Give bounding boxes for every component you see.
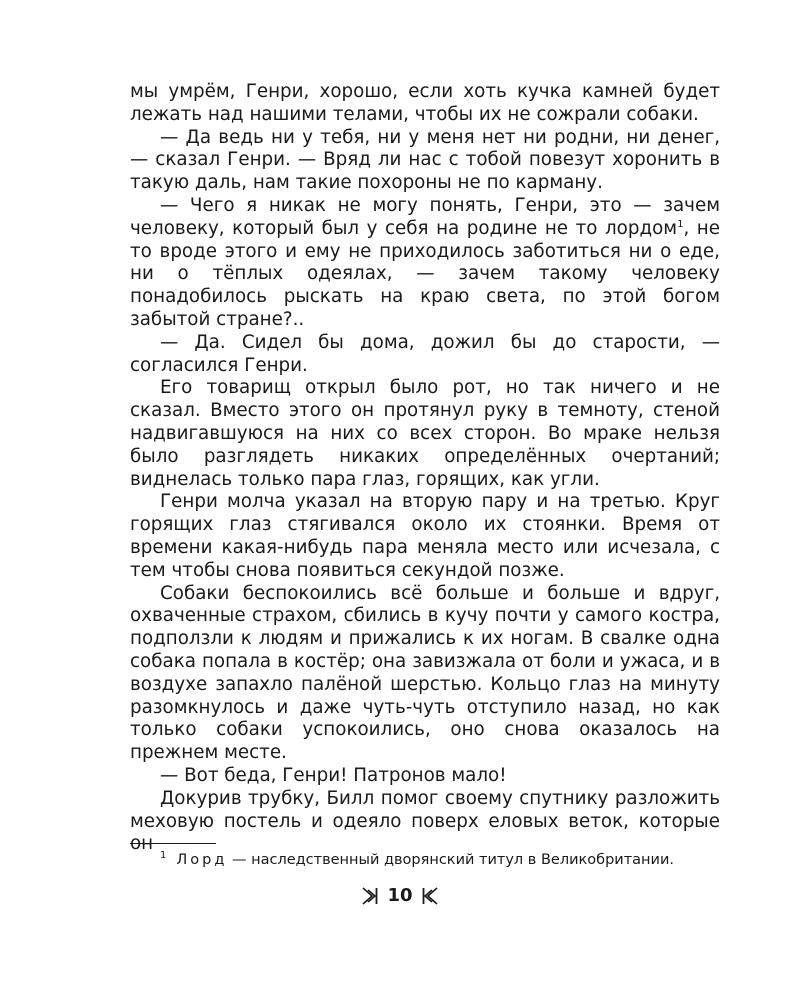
paragraph: Генри молча указал на вторую пару и на третью. Круг горящих глаз стягивался около их стоянки. Время от времени какая-нибудь пара меняла место или исчезала, с тем чтобы снова появиться секундой позже. <box>130 491 720 581</box>
footnote-term: Лорд <box>176 852 228 868</box>
paragraph: — Вот беда, Генри! Патронов мало! <box>160 764 507 786</box>
paragraph-text-before-footnote: — Чего я никак не могу понять, Генри, это — зачем человеку, который был у себя на родине не то лордом <box>130 194 720 239</box>
footnote-reference: 1 <box>677 218 684 230</box>
paragraph: — Да. Сидел бы дома, дожил бы до старости, — согласился Генри. <box>130 331 720 376</box>
body-text <box>130 81 720 856</box>
paragraph <box>130 195 720 332</box>
right-ornament-icon <box>421 886 439 906</box>
paragraph: Докурив трубку, Билл помог своему спутнику разложить меховую постель и одеяло поверх еловых веток, которые он <box>130 787 720 855</box>
footnote-definition: — наследственный дворянский титул в Великобритании. <box>232 852 674 868</box>
paragraph: Собаки беспокоились всё больше и больше и вдруг, охваченные страхом, сбились в кучу почти у самого костра, подползли к людям и прижались к их ногам. В свалке одна собака попала в костёр; она завизжала от боли и ужаса, и в воздухе запахло палёной шерстью. Кольцо глаз на минуту разомкнулось и даже чуть-чуть отступило назад, но как только собаки успокоились, оно снова оказалось на прежнем месте. <box>130 582 720 764</box>
footnote <box>160 851 740 869</box>
paragraph: — Да ведь ни у тебя, ни у меня нет ни родни, ни денег, — сказал Генри. — Вряд ли нас с тобой повезут хоронить в такую даль, нам такие похороны не по карману. <box>130 126 720 194</box>
left-ornament-icon <box>361 886 379 906</box>
paragraph-text-after-footnote: , не то вроде этого и ему не приходилось заботиться ни о еде, ни о тёплых одеялах, — зачем такому человеку понадобилось рыскать на краю света, по этой богом забытой стране?.. <box>130 217 720 330</box>
footnote-separator <box>130 843 216 844</box>
paragraph: мы умрём, Генри, хорошо, если хоть кучка камней будет лежать над нашими телами, чтобы их не сожрали собаки. <box>130 81 720 125</box>
page-number: 10 <box>387 885 413 906</box>
page-folio <box>0 884 800 908</box>
paragraph: Его товарищ открыл было рот, но так ничего и не сказал. Вместо этого он протянул руку в темноту, стеной надвигавшуюся на них со всех сторон. Во мраке нельзя было разглядеть никаких определённых очертаний; виднелась только пара глаз, горящих, как угли. <box>130 377 720 490</box>
footnote-mark: 1 <box>160 850 167 862</box>
